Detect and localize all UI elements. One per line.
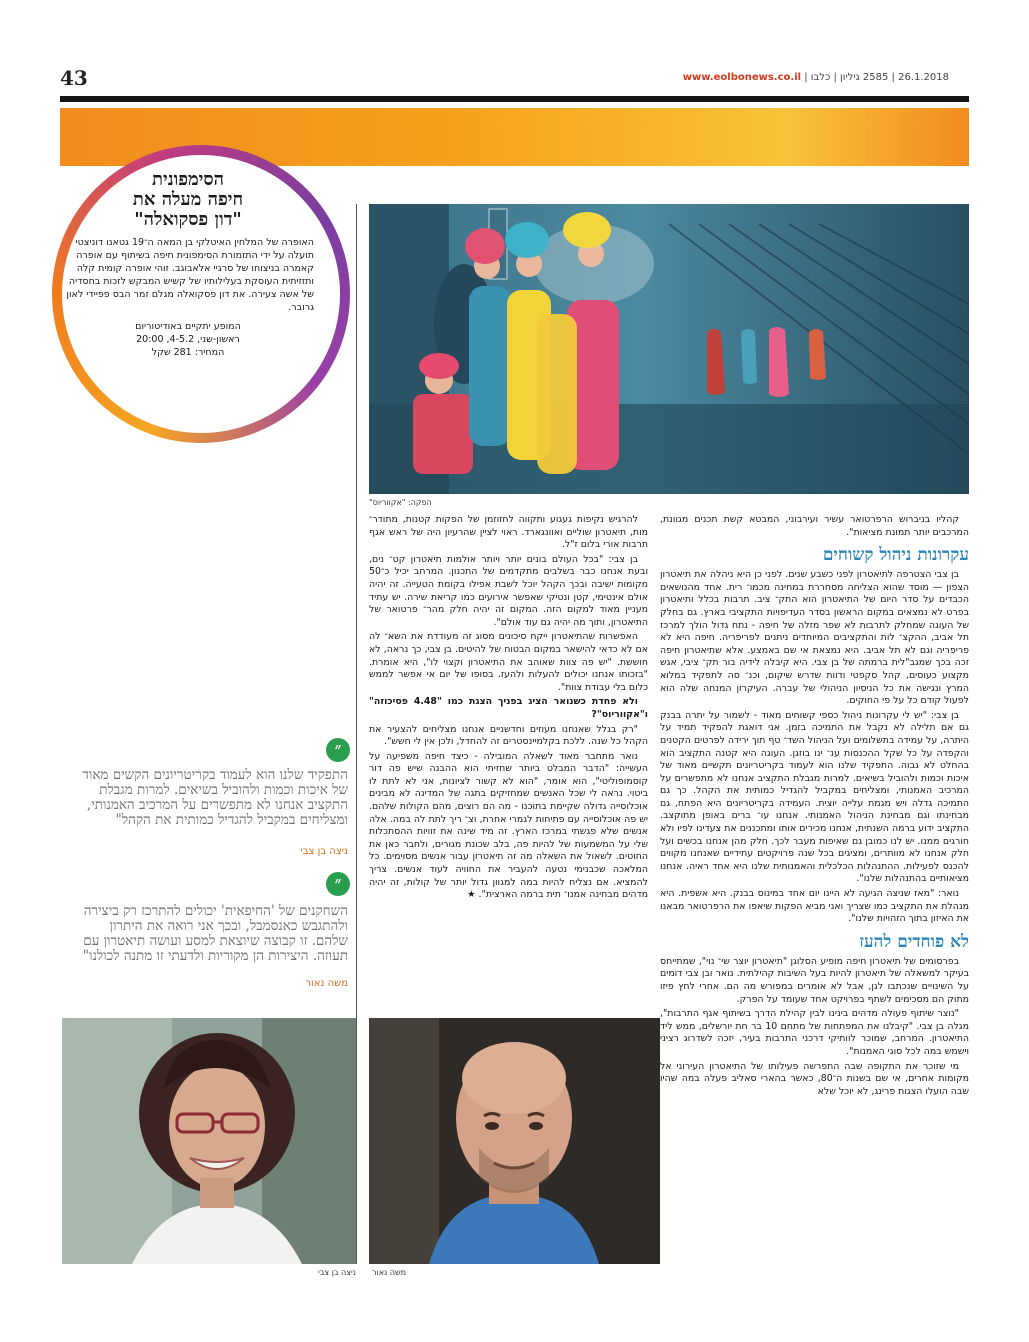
paragraph: "רק בגלל שאנחנו מעוזים וחדשניים אנחנו מצליחים להצעיר את הקהל כל שנה. ללכת בקלמיינסטרים זה להחדל, ולכן אין לי חשש". [369,723,648,748]
page-number: 43 [60,66,88,90]
pull-quote: התפקיד שלנו הוא לעמוד בקריטריונים הקשים מאוד של איכות וכמות ולהוביל בשיאים. למרות מגבלת התקציב אנחנו לא מתפשרים על המרכיב האמנותי, ומצליחים במקביל להגדיל כמותית את הקהל" [82,767,348,828]
article-column-left [369,514,648,904]
portrait-man [369,1018,660,1264]
portrait-woman-illustration [62,1018,356,1264]
sidebar-price: המחיר: 281 שקל [151,347,225,358]
paragraph: בן צבי: "בכל העולם בונים יותר ויותר אולמות תיאטרון קט־ נים, ובעת אנחנו כבר בשלבים מתקדמים של התכנון. המרחב יכיל כ־50 מקומות ישיבה ובכך הקהל יוכל לשבת אפילו בקומת הטעייה. זה יהיה אולם אינטימי, קטן ונטיקי שאפשר אירועים כמו קריאת שירה. יש עתיד מעניין מאוד למקום הזה. המקום זה יהיה חלק מהר־ פרטואר של התיאטרון, ותוך מה יהיה גם עוד אולם". [369,553,648,628]
paragraph: בן צבי הצטרפה לתיאטרון לפני כשבע שנים. לפני כן היא ניהלה את תיאטרון הצפון — מוסד שהוא הצליחה מסחררת במחינה מכמו־ רית. אחד מהנושאים הכבדים על סדר היום של התיאטרון הוא התק־ ציב. תרבות בכלל ותיאטרון בפרט לא נמצאים במקום הראשון בסדר העדיפויות התקציבי בארץ. גם בחלק של העוגה שמחלק לתרבות לא שפר מזלה של חיפה - נתח גדול הולך למרכז תל אביב, ההקצ־ לות והתקציבים המיוחדים ניתנים לפריפריה. חיפה היא לא פריפריה וגם לא תל אביב. היא נמצאת אי שם באמצע. אלא שתיאטרון חיפה זכה בכך שמגב"לית ברמתה של בן צבי. היא קיבלה לידיה בור תק־ ציבי, אגש מקצוע כעוסים, קהל סקפטי ודוות שדרש שיקום, וכנ־ סה לתפקיד במלוא המרץ ונגישה את כל הניסיון הניהולי של עברה. העיקרון המנחה שלה הוא לפעול קודם כל על פי החוקים. [660,569,969,707]
play-photo [369,204,969,494]
sidebar-venue: המופע יתקיים באודיטוריום [135,321,241,332]
paragraph: האפשרות שהתיאטרון ייקח סיכונים מסוג זה מעודדת את השא־ לה אם לא כדאי להישאר במקום הבטוח של להיטים. בן צבי, כך נראה, לא חוששת. "יש פה צוות שאוהב את התיאטרון וקצוי לו", היא אומרת. "בזכותו אנחנו יכולים להעלות ולהעז. בסופו של יום אי אפשר לממש כלום בלי עבודת צוות". [369,631,648,693]
sidebar-dates: ראשון-שני, 4-5.2, 20:00 [136,334,240,345]
paragraph: קהליו בניברוש הרפרטואר עשיר ועירבוני, המבטא קשת תכנים מגוונת, המרכבים יותר תמונת מציאות". [660,514,969,538]
portrait-woman-credit: ניצה בן צבי [317,1268,356,1277]
play-photo-illustration [369,204,969,494]
sidebar-title-line: "דון פסקואלה" [134,209,242,230]
paragraph: "נוצר שיתוף פעולה מדהים בינינו לבין קהילת הדרך בשיתוף אגף התרבות", מגלה בן צבי. "קיבלנו את המפתחות של מתחם 10 בר חת יורשלים, ממש ליד התיאטרון. המרחב, שמוכר לוותיקי דרכני התרבות בעיר, יזכה לשדרוג רציני וישמש במה לכל סוגי האמנות". [660,1008,970,1057]
header-issue: 26.1.2018 | 2585 גיליון | כלבו | [801,72,949,83]
paragraph: נואר: "מאז שניצה הגיעה לא היינו יום אחד במינוס בבנק. היא אשפית. היא מנהלת את התקציב כמו שצריך ואני מביא הפקות שיאפו את הרפרטואר מבאנו את האיזון בתוך הזהויות שלנו". [660,888,969,925]
quote-mark-icon: ״ [326,738,350,762]
pull-quote: השחקנים של 'החיפאית' יכולים להתרכז רק ביצירה ולהתגבש כאנסמבל, ובכך אני רואה את היתרון שלהם. זו קבוצה שיוצאת למסע ועושה תיאטרון עם תעוזה. היצירות הן מקוריות ולדעתי זו מתנה לכולנו" [82,903,348,964]
header-url[interactable]: www.eolbonews.co.il [682,72,802,83]
paragraph: בן צבי: "יש לי עקרונות ניהול כספי קשוחים מאוד - לשמור על יתרה בבנק גם אם תלילה לא נקבל את התמיכה בזמן. אני דואגת להפקיד תמיד על היתרה, על עמידה בתשלומים ועל הניהול השד־ טף תוך ירידה לפרטים הקטנים והקפדה על כל שקל ההכנסות ענ־ ינו בוזגן. העוגה היא קטנה התקציב הוא בהחלט לא גבוה. התפקיד שלנו הוא לעמוד בקריטריונים תקשיים מאוד של איכות וכמות ולהוביל בשיאים. למרות מגבלת התקציב אנחנו לא מתפשרים על המרכיב האמנותי, ומצליחים במקביל להגדיל כמותית את הקהל. כך גם התמיכה גדלה ויש מגמת עלייה יוצית. העמידה בקריטריונים היא הפתח, גם מבחינתו וגם מבחינת הניהול האמנותי. אנחנו עו־ ברים באופן מתוקצב. התקציב ידוע ברמה השנתית, אנחנו מכירים אותו ומתכננים את צעדינו לפיו ולא חורגים ממנו. יש לנו כמובן גם שאיפות מעבר לכך. חלק מהן אנחנו בכשים ועל חלק אנחנו לא מוותרים, ומציגים בכל שנה פרויקטים עתידיים שאנחנו מקווים להכנס לפעילות. ההתנהלות הכלכלית והאמנותית שלנו היא אחד ראיה. אנחנו מציאותיים בהתנהלות שלנו". [660,709,969,885]
sidebar-box [62,170,314,359]
pull-quote-author: ניצה בן צבי [300,846,348,857]
paragraph: נואר מתחבר מאוד לשאלה המובילה - כיצד חיפה משפיעה על העשייה: "הדבר המבלט ביותר שחזיתי הוא ההבנה שיש פה דור קוסמופוליטי", הוא אומר, "הוא לא קשור לציונות, אני לא לתת לו ביטוי. נראה לי שכל האנשים שמחזיקים בתגה של המדינה לא מבינים אוכלוסייה גדולה שקיימת בתוכנו - מה הם רוצים, מהם הקולות שלהם. יש פה אוכלוסייה עם פתיחות לגמרי אחרת, וצ־ ריך לתת לה במה. אלה אנשים שלא פגשתי במרכז הארץ. זה מיד שינה את זוויות ההסתכלות שלי על המשמעות של להיות פה, בלב שכונת מגורים, ולחבר כאן את החוטים. לשאול את השאלה מה זה תיאטרון עבור אנשים מסוימים. כל המלאכה שכבנימי נטעה להעביר את החוויה לעוד אנשים. צריך להמציא. אם נצליח להיות במה למגוון גדול יותר של קולות, זה יהיה מדהים מבחינה אמנו־ תית ברמה הארצית". ★ [369,750,648,901]
paragraph: להרגיש נקיפות געגוע ותקווה לחזוזמן של הפקות קטנות, מתודר־ מות, תיאטרון שוליים ואוונגארד. ראוי לציין שהרעיון היה של ראש אגף תרבות אורי בלום ז"ל. [369,514,648,551]
sidebar-description: האופרה של המלחין האיטלקי בן המאה ה־19 גטאנו דוניצטי תועלה על ידי התזמורת הסימפונית חיפה בשיתוף עם אופרה קאמרה בניצוחו של סרגיי אלאבוגב. זוהי אופרה קומית קלה ותזזיתית העוסקת בעלילותיו של קשיש המבקש לזכות בחסדיה של אשה צעירה. את דון פסקואלה מגלם זמר הבס פפיידי לאון גרובר. [66,237,314,313]
play-photo-credit: הפקה: "אקווריוס" [369,498,432,507]
paragraph: מי שזוכר את התקופה שבה התפרשה פעילותו של התיאטרון העירוני אל מקומות אחרים, אי שם בשנות ה־80, כאשר בהארי סאליב פעלה במה שהיו שבה הועלו הצגות פרינג, לא יוכל שלא [660,1060,970,1097]
portrait-man-credit: משה נאור [372,1268,407,1277]
portrait-woman [62,1018,356,1264]
interview-question: ולא פחדת כשנואר הציג בפניך הצגת כמו "4.48 פסיכוזה" ו"אקווריוס"? [369,696,648,720]
pull-quote-author: משה נאור [305,978,348,989]
portrait-man-illustration [369,1018,660,1264]
top-rule [60,96,969,102]
quote-mark-icon: ״ [326,872,350,896]
sidebar-title-line: חיפה מעלה את [132,189,244,210]
sidebar-title [62,170,314,230]
section-heading: לא פוחדים להעז [859,931,969,952]
article-column-right [660,514,969,1100]
section-heading: עקרונות ניהול קשוחים [822,545,969,566]
sidebar-title-line: הסימפונית [152,169,224,190]
column-divider [356,204,357,1264]
sidebar-info [62,320,314,359]
paragraph: בפרסומים של תיאטרון חיפה מופיע הסלוגן "תיאטרון יוצר שי־ נוי", שמתייחס בעיקר למשאלה של תיאטרון להיות בעל השיבות קהילתית. נואר ובן צבי דומים על השינויים שנכתבו לגן, אבל לא אומרים במפורש מה הם. אחרי לחץ פיזו מתוק הם מסכימים לשתף בפרויקט אחד שעומד על הפרק. [660,955,969,1005]
header-meta [683,72,949,83]
